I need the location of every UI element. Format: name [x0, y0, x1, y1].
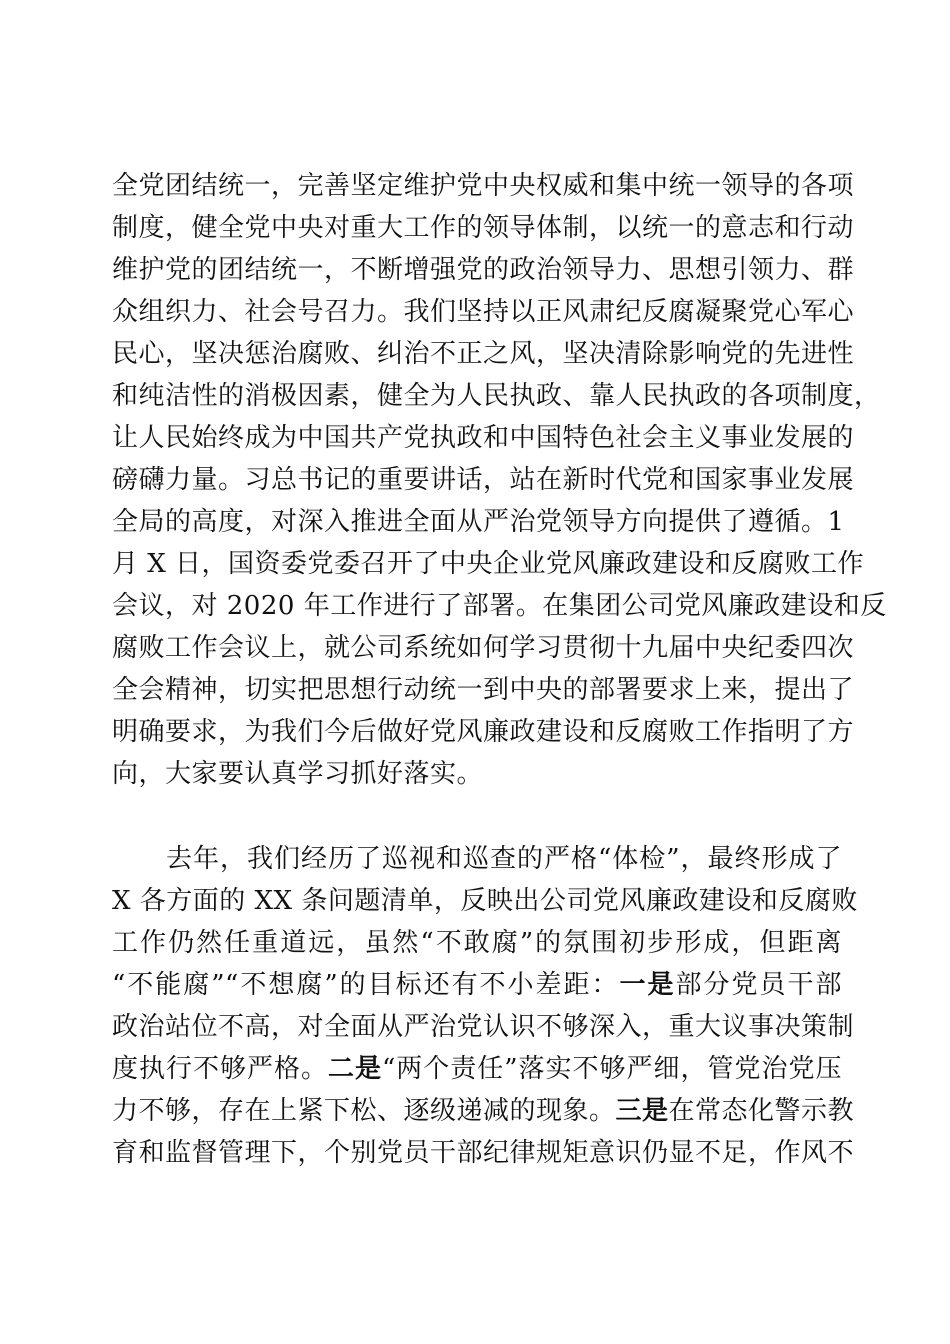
text-segment: 全局的高度，对深入推进全面从严治党领导方向提供了遵循。1	[112, 507, 845, 537]
text-segment: 月 X 日，国资委党委召开了中央企业党风廉政建设和反腐败工作	[112, 549, 865, 579]
text-line	[112, 375, 881, 417]
text-segment: 度执行不够严格。	[112, 1054, 328, 1084]
text-segment: 制度，健全党中央对重大工作的领导体制，以统一的意志和行动	[112, 213, 855, 243]
text-line	[112, 1132, 855, 1174]
bold-heading-er: 二是	[327, 1054, 382, 1084]
text-segment: 政治站位不高，对全面从严治党认识不够深入，重大议事决策制	[112, 1012, 855, 1042]
text-segment: 维护党的团结统一，不断增强党的政治领导力、思想引领力、群	[112, 255, 855, 285]
text-line	[112, 585, 887, 627]
text-segment: 全会精神，切实把思想行动统一到中央的部署要求上来，提出了	[112, 675, 855, 705]
text-line	[112, 838, 842, 880]
text-line	[112, 880, 858, 922]
paragraph-1	[112, 165, 887, 795]
text-segment: “两个责任”落实不够严细，管党治党压	[381, 1054, 842, 1084]
text-line	[112, 291, 855, 333]
text-line	[112, 669, 855, 711]
text-segment: 全党团结统一，完善坚定维护党中央权威和集中统一领导的各项	[112, 171, 855, 201]
text-line	[112, 543, 865, 585]
text-segment: 去年，我们经历了巡视和巡查的严格“体检”，最终形成了	[166, 844, 842, 874]
text-line	[112, 165, 855, 207]
text-line	[112, 1006, 855, 1048]
text-line	[112, 1048, 842, 1090]
text-line	[112, 753, 842, 795]
text-line	[112, 207, 855, 249]
bold-heading-san: 三是	[615, 1096, 669, 1126]
text-line	[112, 333, 855, 375]
text-segment: 腐败工作会议上，就公司系统如何学习贯彻十九届中央纪委四次	[112, 633, 855, 663]
text-line	[112, 922, 842, 964]
text-segment: 在常态化警示教	[668, 1096, 855, 1126]
text-line	[112, 964, 842, 1006]
text-line	[112, 627, 855, 669]
text-segment: 会议，对 2020 年工作进行了部署。在集团公司党风廉政建设和反	[112, 591, 887, 621]
text-line	[112, 417, 855, 459]
text-segment: 力不够，存在上紧下松、逐级递减的现象。	[112, 1096, 616, 1126]
text-line	[112, 249, 855, 291]
paragraph-2	[112, 838, 858, 1174]
text-segment: 和纯洁性的消极因素，健全为人民执政、靠人民执政的各项制度，	[112, 381, 881, 411]
text-segment: “不能腐”“不想腐”的目标还有不小差距：	[112, 970, 620, 1000]
text-line	[112, 501, 845, 543]
text-line	[112, 711, 855, 753]
text-segment: X 各方面的 XX 条问题清单，反映出公司党风廉政建设和反腐败	[112, 886, 858, 916]
text-segment: 向，大家要认真学习抓好落实。	[112, 759, 484, 789]
text-segment: 众组织力、社会号召力。我们坚持以正风肃纪反腐凝聚党心军心	[112, 297, 855, 327]
text-segment: 育和监督管理下，个别党员干部纪律规矩意识仍显不足，作风不	[112, 1138, 855, 1168]
text-segment: 部分党员干部	[675, 970, 842, 1000]
text-line	[112, 1090, 855, 1132]
bold-heading-yi: 一是	[619, 970, 676, 1000]
text-segment: 民心，坚决惩治腐败、纠治不正之风，坚决清除影响党的先进性	[112, 339, 855, 369]
text-segment: 磅礴力量。习总书记的重要讲话，站在新时代党和国家事业发展	[112, 465, 855, 495]
text-segment: 工作仍然任重道远，虽然“不敢腐”的氛围初步形成，但距离	[112, 928, 842, 958]
text-line	[112, 459, 855, 501]
text-segment: 明确要求，为我们今后做好党风廉政建设和反腐败工作指明了方	[112, 717, 855, 747]
text-segment: 让人民始终成为中国共产党执政和中国特色社会主义事业发展的	[112, 423, 855, 453]
